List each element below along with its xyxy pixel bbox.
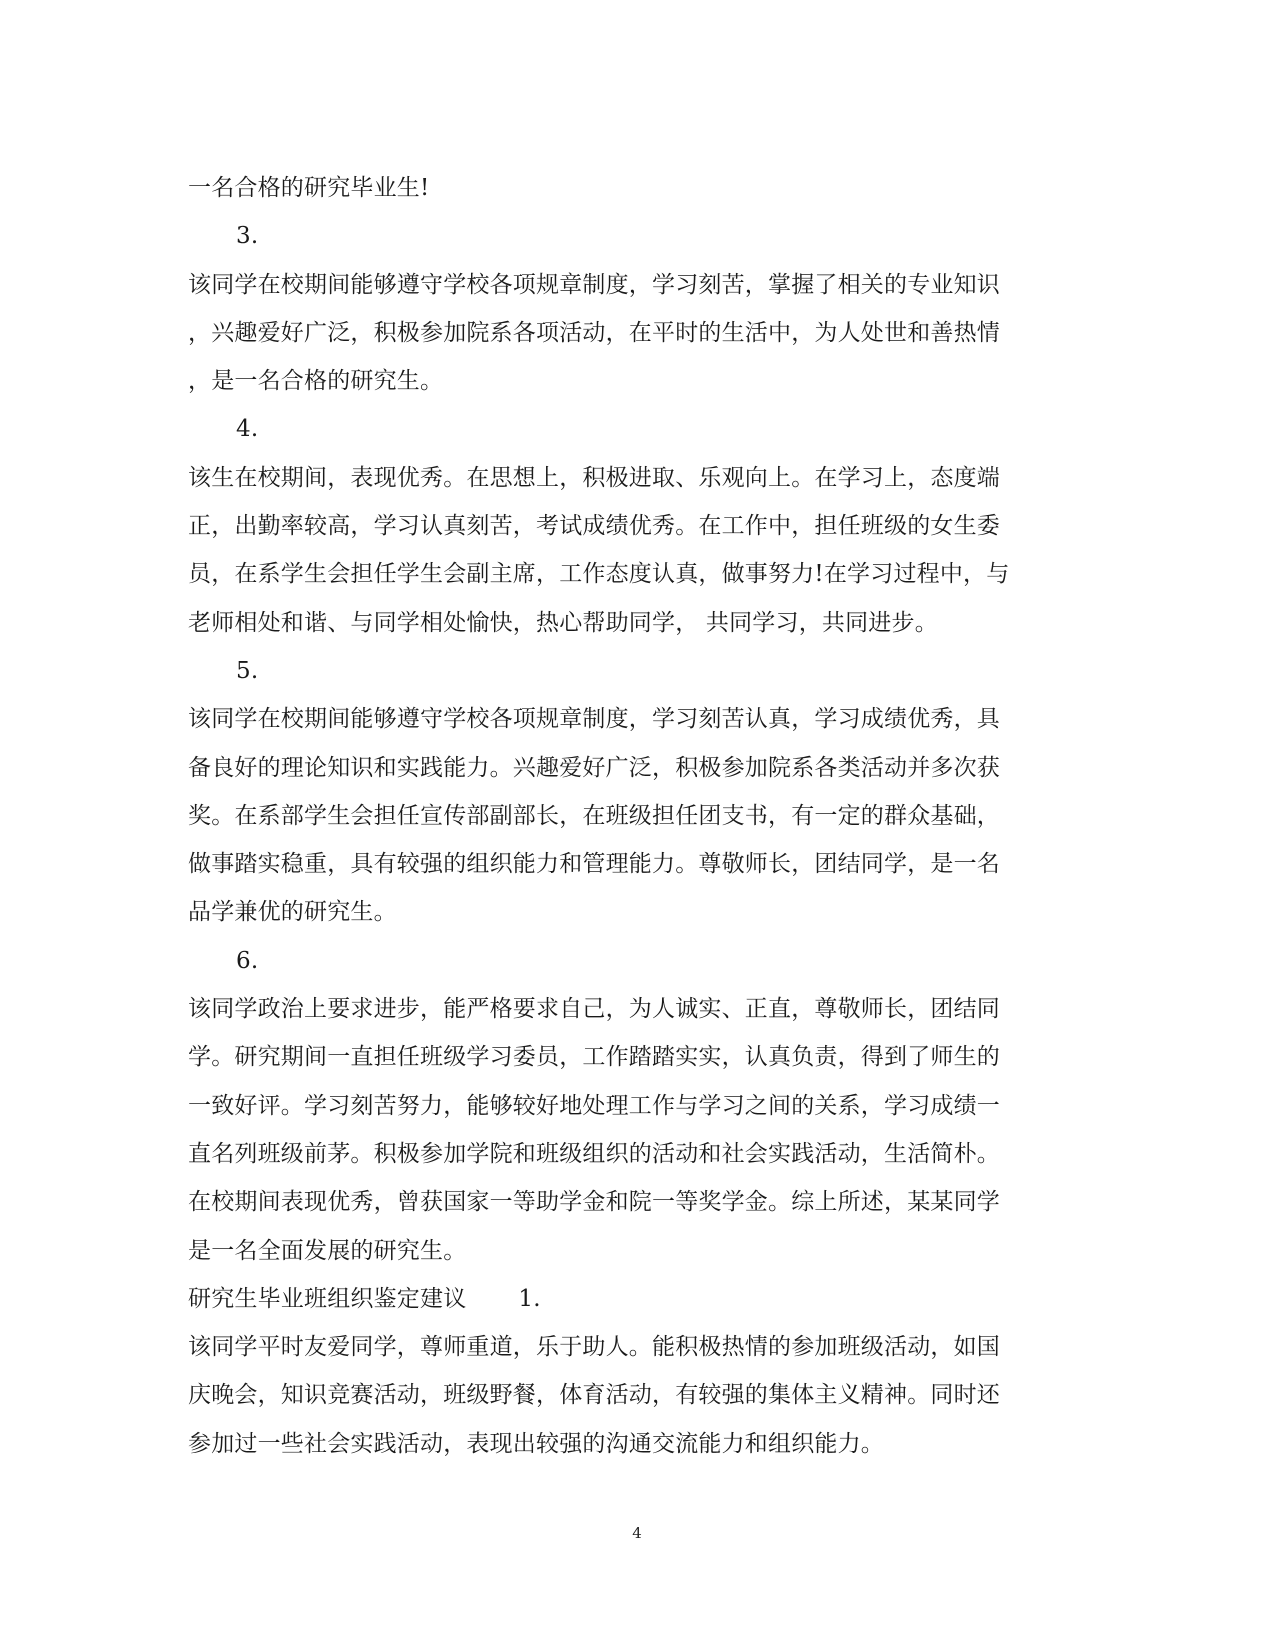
text-line: 该同学平时友爱同学，尊师重道，乐于助人。能积极热情的参加班级活动，如国: [188, 1334, 1000, 1361]
text-line: ，兴趣爱好广泛，积极参加院系各项活动，在平时的生活中，为人处世和善热情: [188, 319, 1000, 346]
section-heading-line: [188, 1275, 1088, 1323]
text-line: 该同学在校期间能够遵守学校各项规章制度，学习刻苦，掌握了相关的专业知识: [188, 271, 1000, 298]
text-line: 在校期间表现优秀，曾获国家一等助学金和院一等奖学金。综上所述，某某同学: [188, 1189, 1000, 1216]
text-line: 奖。在系部学生会担任宣传部副部长，在班级担任团支书，有一定的群众基础，: [188, 802, 1000, 829]
section-heading-number: 1.: [518, 1285, 541, 1312]
text-line: 备良好的理论知识和实践能力。兴趣爱好广泛，积极参加院系各类活动并多次获: [188, 754, 1000, 781]
text-line: ，是一名合格的研究生。: [188, 368, 444, 395]
item-number: 4.: [236, 416, 259, 443]
text-line: 老师相处和谐、与同学相处愉快，热心帮助同学， 共同学习，共同进步。: [188, 609, 938, 636]
item-number: 5.: [236, 657, 259, 684]
item-number: 3.: [236, 223, 259, 250]
text-line: 该同学在校期间能够遵守学校各项规章制度，学习刻苦认真，学习成绩优秀，具: [188, 706, 1000, 733]
text-line: 员，在系学生会担任学生会副主席，工作态度认真，做事努力!在学习过程中，与: [188, 561, 1010, 588]
text-line: 做事踏实稳重，具有较强的组织能力和管理能力。尊敬师长，团结同学，是一名: [188, 851, 1000, 878]
text-line: 学。研究期间一直担任班级学习委员，工作踏踏实实，认真负责，得到了师生的: [188, 1044, 1000, 1071]
page-number: 4: [632, 1524, 642, 1542]
text-line: 参加过一些社会实践活动，表现出较强的沟通交流能力和组织能力。: [188, 1430, 884, 1457]
section-heading: 研究生毕业班组织鉴定建议: [188, 1285, 467, 1312]
text-line: 直名列班级前茅。积极参加学院和班级组织的活动和社会实践活动，生活简朴。: [188, 1140, 1000, 1167]
text-line: 该同学政治上要求进步，能严格要求自己，为人诚实、正直，尊敬师长，团结同: [188, 996, 1000, 1023]
text-line: 一致好评。学习刻苦努力，能够较好地处理工作与学习之间的关系，学习成绩一: [188, 1092, 1000, 1119]
text-line: 庆晚会，知识竞赛活动，班级野餐，体育活动，有较强的集体主义精神。同时还: [188, 1382, 1000, 1409]
item-number: 6.: [236, 947, 259, 974]
text-line: 品学兼优的研究生。: [188, 899, 397, 926]
text-line: 正，出勤率较高，学习认真刻苦，考试成绩优秀。在工作中，担任班级的女生委: [188, 513, 1000, 540]
text-line: 是一名全面发展的研究生。: [188, 1237, 467, 1264]
text-line: 该生在校期间，表现优秀。在思想上，积极进取、乐观向上。在学习上，态度端: [188, 464, 1000, 491]
text-line: 一名合格的研究毕业生!: [188, 175, 430, 201]
document-body: [188, 164, 1088, 1468]
